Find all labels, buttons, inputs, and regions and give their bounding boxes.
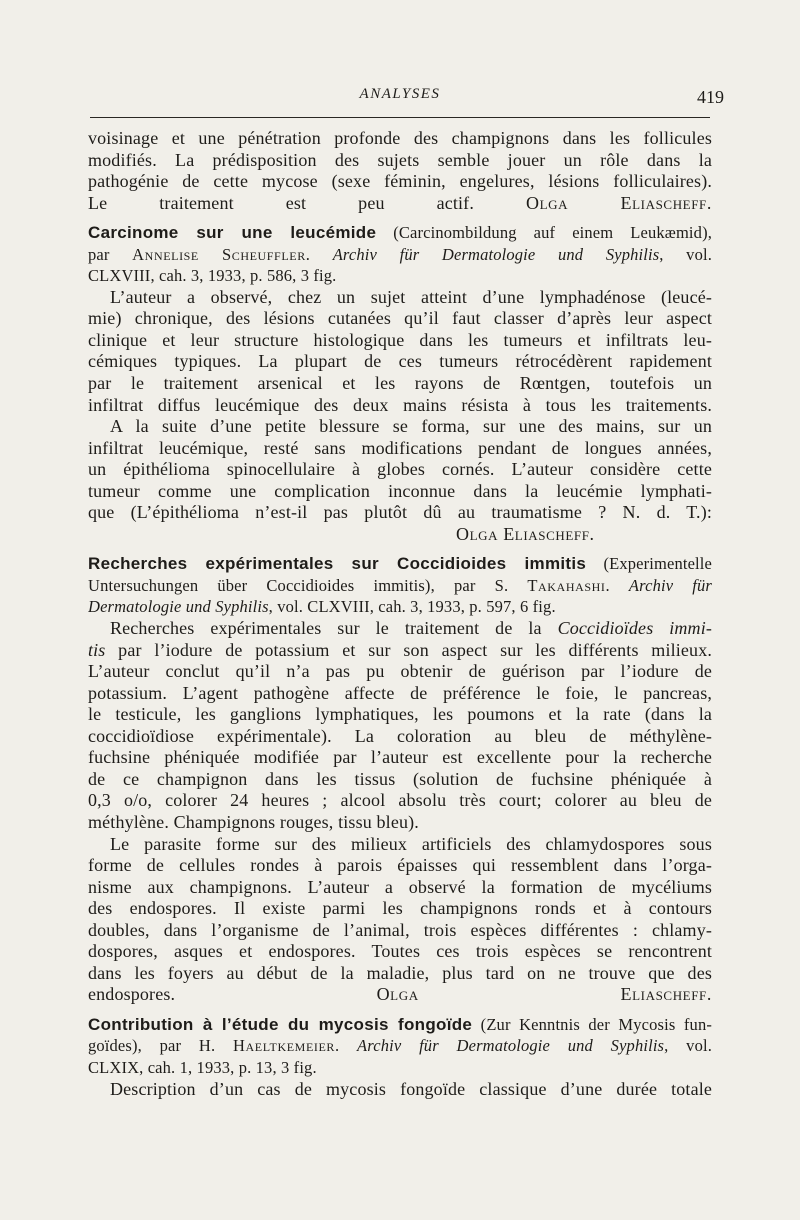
- article-title: Contribution à l’étude du mycosis fongoïde: [88, 1014, 473, 1034]
- text-line: L’auteur a observé, chez un sujet atteint d’une lymphadénose (leucé-: [110, 286, 712, 307]
- signature: Olga Eliascheff.: [525, 192, 712, 213]
- text-line: fuchsine phéniquée modifiée par l’auteur est excellente pour la recherche: [88, 747, 712, 768]
- text-line: infiltrat leucémique, resté sans modifications pendant de longues années,: [88, 437, 712, 458]
- text-line: 0,3 o/o, colorer 24 heures ; alcool absolu très court; colorer au bleu de: [88, 790, 712, 811]
- page-number: 419: [697, 87, 724, 107]
- citation-text: (Carcinombildung auf einem Leukæmid),: [376, 223, 712, 243]
- citation-line: [88, 244, 712, 266]
- text-line: des endospores. Il existe parmi les champignons ronds et à contours: [88, 898, 712, 919]
- journal-name: Archiv für Dermatologie und Syphilis: [332, 244, 660, 264]
- section-mycosis: [88, 1014, 712, 1100]
- section-carcinome: [88, 222, 712, 545]
- citation-text: , vol.: [664, 1036, 712, 1056]
- text-span: Le traitement est peu actif.: [88, 192, 474, 213]
- text-line: dans les foyers au début de la maladie, plus tard on ne trouve que des: [88, 962, 712, 983]
- citation-text: , vol.: [659, 244, 712, 264]
- citation-line: [88, 596, 712, 618]
- journal-name: Dermatologie und Syphilis: [88, 597, 269, 617]
- text-line: tumeur comme une complication inconnue dans la leucémie lymphati-: [88, 480, 712, 501]
- signature: Olga Eliascheff.: [376, 984, 712, 1005]
- text-line: clinique et leur structure histologique dans les tumeurs et infiltrats leu-: [88, 329, 712, 350]
- text-line: pathogénie de cette mycose (sexe féminin, engelures, lésions folliculaires).: [88, 171, 712, 192]
- citation-text: (Experimentelle: [586, 554, 712, 574]
- article-title: Recherches expérimentales sur Coccidioides immitis: [88, 554, 587, 574]
- citation-text: , vol. CLXVIII, cah. 3, 1933, p. 597, 6 fig.: [268, 597, 556, 617]
- citation-text: goïdes), par H.: [88, 1036, 234, 1056]
- citation-text: .: [305, 244, 333, 264]
- text-line: [88, 984, 712, 1006]
- text-line: de ce champignon dans les tissus (solution de fuchsine phéniquée à: [88, 768, 712, 789]
- text-line: dospores, asques et endospores. Toutes ces trois espèces se rencontrent: [88, 941, 712, 962]
- text-line: Le parasite forme sur des milieux artificiels des chlamydospores sous: [110, 833, 712, 854]
- citation-line: [88, 1035, 712, 1057]
- text-line: voisinage et une pénétration profonde des champignons dans les follicules: [88, 128, 712, 148]
- text-span: endospores.: [88, 984, 176, 1005]
- citation-text: par: [88, 244, 133, 264]
- citation-line: CLXVIII, cah. 3, 1933, p. 586, 3 fig.: [88, 266, 337, 286]
- author-name: Annelise Scheuffler: [132, 244, 306, 264]
- body-text: [88, 128, 712, 1100]
- text-line: nisme aux champignons. L’auteur a observé la formation de mycéliums: [88, 876, 712, 897]
- text-line: mie) chronique, des lésions cutanées qu’il faut classer d’après leur aspect: [88, 308, 712, 329]
- article-heading-line: [88, 1014, 712, 1036]
- taxon-name: tis: [88, 639, 106, 660]
- text-line: modifiés. La prédisposition des sujets semble jouer un rôle dans la: [88, 149, 712, 170]
- text-line: coccidioïdiose expérimentale). La coloration au bleu de méthylène-: [88, 725, 712, 746]
- text-line: potassium. L’agent pathogène affecte de préférence le foie, le pancreas,: [88, 682, 712, 703]
- running-head: [90, 84, 724, 114]
- section-continuation: [88, 128, 712, 214]
- author-name: Haeltkemeier: [233, 1036, 336, 1056]
- text-line: [88, 640, 712, 662]
- citation-line: [88, 575, 712, 597]
- text-line: que (L’épithélioma n’est-il pas plutôt dû au traumatisme ? N. d. T.):: [88, 502, 712, 523]
- citation-text: Untersuchungen über Coccidioides immitis), par S.: [88, 575, 528, 595]
- author-name: Takahashi: [527, 575, 606, 595]
- text-line: forme de cellules rondes à parois épaisses qui ressemblent dans l’orga-: [88, 855, 712, 876]
- journal-name: Archiv für: [628, 575, 712, 595]
- running-head-title: ANALYSES: [359, 86, 441, 102]
- citation-text: .: [335, 1036, 358, 1056]
- text-line: Description d’un cas de mycosis fongoïde classique d’une durée totale: [110, 1078, 712, 1099]
- spacer: [88, 1006, 712, 1014]
- text-line: [88, 193, 712, 215]
- text-line: infiltrat diffus leucémique des deux mains résista à tous les traitements.: [88, 394, 712, 415]
- taxon-name: Coccidioïdes immi-: [557, 618, 712, 639]
- header-rule: [90, 117, 710, 118]
- citation-text: (Zur Kenntnis der Mycosis fun-: [472, 1014, 712, 1034]
- citation-text: .: [605, 575, 629, 595]
- signature: Olga Eliascheff.: [456, 523, 595, 544]
- text-line: méthylène. Champignons rouges, tissu bleu).: [88, 811, 419, 832]
- spacer: [88, 214, 712, 222]
- section-coccidioides: [88, 553, 712, 1005]
- text-span: par l’iodure de potassium et sur son aspect sur les différents milieux.: [105, 639, 712, 660]
- text-line: A la suite d’une petite blessure se forma, sur une des mains, sur un: [110, 416, 712, 437]
- text-line: doubles, dans l’organisme de l’animal, trois espèces différentes : chlamy-: [88, 919, 712, 940]
- text-line: [88, 618, 712, 640]
- journal-name: Archiv für Dermatologie und Syphilis: [357, 1036, 665, 1056]
- article-heading-line: [88, 222, 712, 244]
- text-line: le testicule, les ganglions lymphatiques, les poumons et la rate (dans la: [88, 704, 712, 725]
- text-line: L’auteur conclut qu’il n’a pas pu obtenir de guérison par l’iodure de: [88, 661, 712, 682]
- text-span: Recherches expérimentales sur le traitement de la: [110, 618, 558, 639]
- text-line: cémiques typiques. La plupart de ces tumeurs rétrocédèrent rapidement: [88, 351, 712, 372]
- article-title: Carcinome sur une leucémide: [88, 223, 377, 243]
- text-line: un épithélioma spinocellulaire à globes cornés. L’auteur considère cette: [88, 459, 712, 480]
- article-heading-line: [88, 553, 712, 575]
- citation-line: CLXIX, cah. 1, 1933, p. 13, 3 fig.: [88, 1057, 317, 1077]
- spacer: [88, 545, 712, 553]
- text-line: par le traitement arsenical et les rayons de Rœntgen, toutefois un: [88, 373, 712, 394]
